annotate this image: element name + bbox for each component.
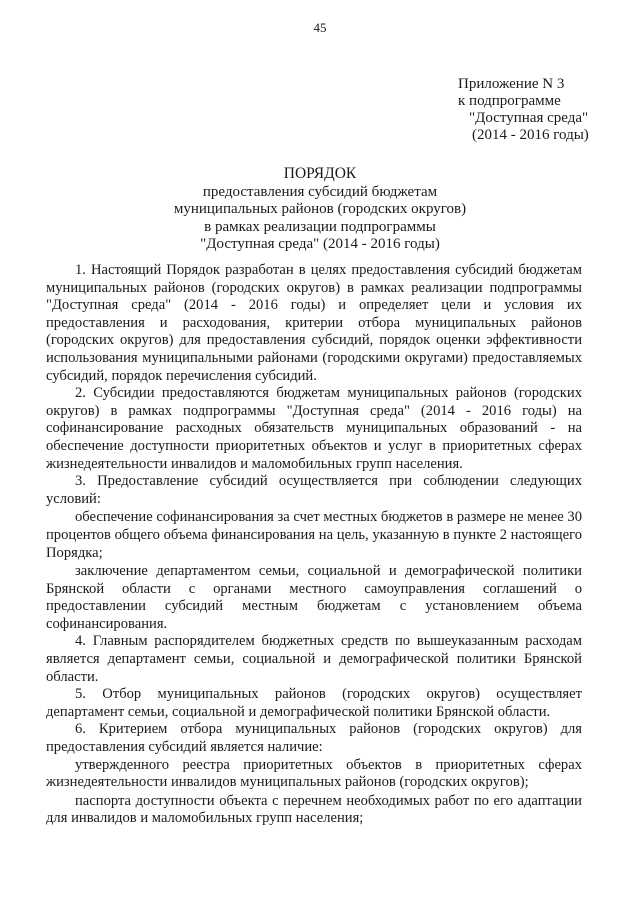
paragraph-2: 2. Субсидии предоставляются бюджетам муниципальных районов (городских округов) в рамках подпрограммы "Доступная среда" (2014 - 2016 годы) на софинансирование расходных обязательств муниципальных образований - на обеспечение доступности приоритетных объектов и услуг в приоритетных сферах жизнедеятельности инвалидов и маломобильных групп населения. [46, 385, 582, 472]
title-line-3: в рамках реализации подпрограммы [204, 218, 436, 235]
paragraph-3-condition-2: заключение департаментом семьи, социальной и демографической политики Брянской области с органами местного самоуправления соглашений о предоставлении субсидий местным бюджетам с установлением объема софинансирования. [46, 563, 582, 632]
title-heading: ПОРЯДОК [283, 165, 357, 182]
document-title [0, 165, 640, 254]
paragraph-3: 3. Предоставление субсидий осуществляется при соблюдении следующих условий: [46, 473, 582, 507]
appendix-line-2: к подпрограмме [458, 93, 561, 109]
paragraph-6: 6. Критерием отбора муниципальных районов (городских округов) для предоставления субсидий является наличие: [46, 721, 582, 756]
document-body [46, 262, 582, 828]
paragraph-1: 1. Настоящий Порядок разработан в целях предоставления субсидий бюджетам муниципальных районов (городских округов) в рамках реализации подпрограммы "Доступная среда" (2014 - 2016 годы) и определяет цели и условия их предоставления и расходования, критерии отбора муниципальных районов (городских округов) для предоставления субсидий, порядок оценки эффективности использования муниципальными районами (городскими округами) предоставляемых субсидий, порядок перечисления субсидий. [46, 262, 582, 384]
paragraph-6-criterion-1: утвержденного реестра приоритетных объектов в приоритетных сферах жизнедеятельности инвалидов муниципальных районов (городских округов); [46, 756, 582, 791]
paragraph-3-condition-1: обеспечение софинансирования за счет местных бюджетов в размере не менее 30 процентов общего объема финансирования на цель, указанную в пункте 2 настоящего Порядка; [46, 509, 582, 561]
title-line-2: муниципальных районов (городских округов) [173, 201, 467, 217]
paragraph-6-criterion-2: паспорта доступности объекта с перечнем необходимых работ по его адаптации для инвалидов и маломобильных групп населения; [46, 792, 582, 827]
appendix-line-3: "Доступная среда" [469, 110, 589, 126]
paragraph-4: 4. Главным распорядителем бюджетных средств по вышеуказанным расходам является департамент семьи, социальной и демографической политики Брянской области. [46, 633, 582, 685]
paragraph-5: 5. Отбор муниципальных районов (городских округов) осуществляет департамент семьи, социальной и демографической политики Брянской области. [46, 686, 582, 720]
appendix-line-1: Приложение N 3 [458, 76, 565, 92]
title-line-1: предоставления субсидий бюджетам [202, 183, 438, 200]
title-line-4: "Доступная среда" (2014 - 2016 годы) [200, 236, 440, 252]
appendix-line-4: (2014 - 2016 годы) [472, 127, 589, 143]
appendix-header [458, 76, 589, 144]
page-number: 45 [313, 20, 327, 35]
